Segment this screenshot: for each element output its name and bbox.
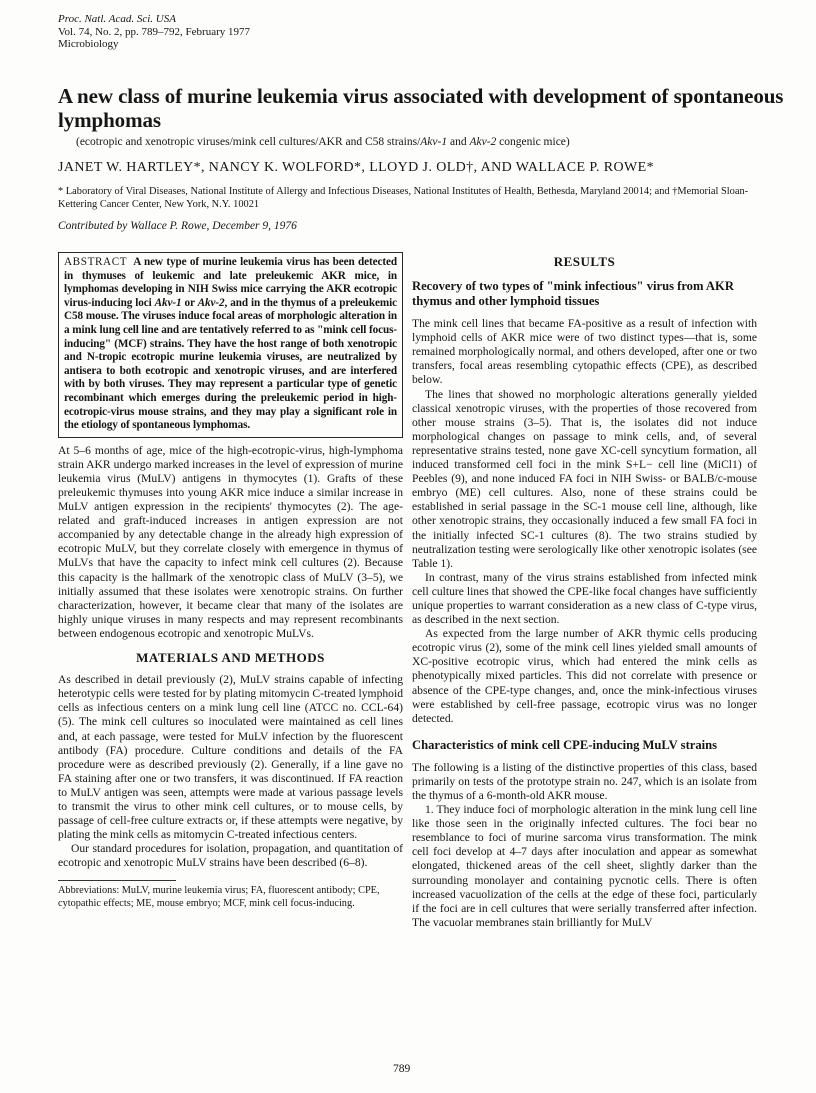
- journal-section: Microbiology: [58, 38, 119, 50]
- results-paragraph: The following is a listing of the distinctive properties of this class, based primarily on tests of the prototype strain no. 247, which is an isolate from the thymus of a 6-month-old AKR mouse.: [412, 760, 757, 802]
- article-title: A new class of murine leukemia virus associated with development of spontaneous lymphomas: [58, 84, 784, 132]
- results-heading: RESULTS: [553, 254, 616, 269]
- abbreviations-footnote: Abbreviations: MuLV, murine leukemia virus; FA, fluorescent antibody; CPE, cytopathic effects; ME, mouse embryo; MCF, mink cell focus-inducing.: [58, 885, 380, 910]
- results-paragraph: 1. They induce foci of morphologic alteration in the mink lung cell line like those seen in the originally infected cultures. The foci bear no resemblance to foci of murine sarcoma virus transformation. The mink cell foci develop at 4–7 days after inoculation and appear as somewhat elongated, thickened areas of the cell sheet, slightly darker than the surrounding monolayer and containing pycnotic cells. There is often increased vacuolization of the cells at the edge of these foci, particularly if the foci are in cell cultures that were serially transferred after infection. The vacuolar membranes stain brilliantly for MuLV: [412, 803, 757, 929]
- methods-paragraph: Our standard procedures for isolation, propagation, and quantitation of ecotropic and xenotropic MuLV strains have been described (6–8).: [58, 842, 403, 870]
- abstract-box: ABSTRACT A new type of murine leukemia virus has been detected in thymuses of leukemic and late preleukemic AKR mice, in lymphomas developing in NIH Swiss mice carrying the AKR ecotropic virus-inducing loci Akv-1 or Akv-2, and in the thymus of a preleukemic C58 mouse. The viruses induce focal areas of morphologic alteration in a mink lung cell line and are tentatively referred to as "mink cell focus-inducing" (MCF) strains. They have the host range of both xenotropic and N-tropic ecotropic murine leukemia viruses, are neutralized by antisera to both ecotropic and xenotropic viruses, and are interfered with by both viruses. They may represent a particular type of genetic recombinant which emerges during the preleukemic period in high-ecotropic-virus mouse strains, and they may play a significant role in the etiology of spontaneous lymphomas.: [58, 252, 403, 438]
- subsection-heading: Characteristics of mink cell CPE-inducing MuLV strains: [412, 737, 718, 752]
- methods-heading: MATERIALS AND METHODS: [136, 650, 325, 666]
- keywords: (ecotropic and xenotropic viruses/mink cell cultures/AKR and C58 strains/Akv-1 and Akv-2 congenic mice): [76, 136, 570, 148]
- affiliations: * Laboratory of Viral Diseases, National Institute of Allergy and Infectious Diseases, National Institutes of Health, Bethesda, Maryland 20014; and †Memorial Sloan-Kettering Cancer Center, New York, N.Y. 10021: [58, 186, 749, 210]
- journal-name: Proc. Natl. Acad. Sci. USA: [58, 13, 176, 25]
- left-column: [58, 252, 403, 911]
- right-column: [412, 252, 757, 930]
- results-paragraph: The mink cell lines that became FA-positive as a result of infection with lymphoid cells of AKR mice were of two distinct types—that is, some remained morphologically normal, and others developed, after one or two transfers, focal areas resembling cytopathic effects (CPE), as described below.: [412, 317, 757, 387]
- footnote-divider: [58, 880, 176, 881]
- results-paragraph: The lines that showed no morphologic alterations generally yielded classical xenotropic viruses, with the properties of those recovered from other mouse strains (3–5). That is, the isolates did not induce morphological changes on passage to mink cells, and, of several representative strains tested, none gave XC-cell syncytium formation, all induced transformed cell foci in the mink S+L− cell line (MiCl1) of Peebles (9), and none induced FA foci in NIH Swiss- or BALB/c-mouse embryo (ME) cell cultures. Also, none of these strains could be established in serial passage in the SC-1 mouse cell line, although, like other xenotropic strains, they occasionally induced a few small FA foci in the initially infected SC-1 cultures (8). The two strains studied by neutralization testing were serologically like other xenotropic isolates (see Table 1).: [412, 387, 757, 570]
- abstract-label: ABSTRACT: [64, 256, 128, 268]
- methods-paragraph: As described in detail previously (2), MuLV strains capable of infecting heterotypic cells were tested for by plating mitomycin C-treated lymphoid cells as infectious centers on a mink lung cell line (ATCC no. CCL-64) (5). The mink cell cultures so inoculated were maintained as cell lines and, at each passage, were tested for MuLV infection by the fluorescent antibody (FA) procedure. Culture conditions and details of the FA procedure were as described previously (2). Generally, if a line gave no FA staining after one or two transfers, it was discontinued. If FA reaction to MuLV antigen was seen, attempts were made at various passage levels to transmit the virus to other mink cell cultures, or to mouse cells, by passage of cell-free culture extracts or, if these attempts were negative, by plating the mink cells as mitomycin C-treated infectious centers.: [58, 673, 403, 842]
- page-number: 789: [393, 1063, 411, 1075]
- subsection-heading: Recovery of two types of "mink infectious" virus from AKR thymus and other lymphoid tissues: [412, 279, 734, 309]
- journal-volume: Vol. 74, No. 2, pp. 789–792, February 1977: [58, 25, 250, 38]
- author-list: JANET W. HARTLEY*, NANCY K. WOLFORD*, LLOYD J. OLD†, AND WALLACE P. ROWE*: [58, 160, 655, 175]
- results-paragraph: In contrast, many of the virus strains established from infected mink cell culture lines that showed the CPE-like focal changes have sufficiently unique properties to warrant consideration as a new class of C-type virus, as described in the next section.: [412, 570, 757, 627]
- results-paragraph: As expected from the large number of AKR thymic cells producing ecotropic virus (2), some of the mink cell lines yielded small amounts of XC-positive ecotropic virus, which had entered the mink cells as phenotypically mixed particles. This did not correlate with presence or absence of the CPE-type changes, and, once the mink-infectious viruses were established by cell-free passage, ecotropic virus was no longer detected.: [412, 627, 757, 725]
- intro-paragraph: At 5–6 months of age, mice of the high-ecotropic-virus, high-lymphoma strain AKR undergo marked increases in the level of expression of murine leukemia virus (MuLV) antigens in thymocytes (1). Grafts of these preleukemic thymuses into young AKR mice induce a similar increase in MuLV antigen expression in the recipients' thymocytes (2). The age-related and graft-induced increases in antigen expression are not accompanied by any detectable change in the already high expression of ecotropic MuLV, but they correlate closely with emergence in thymus of MuLVs that have the capacity to infect mink cell cultures (2). Because this capacity is the hallmark of the xenotropic class of MuLV (3–5), we initially assumed that these isolates were xenotropic strains. On further characterization, however, it became clear that many of the isolates are highly unique viruses in many respects and may represent recombinants between endogenous ecotropic and xenotropic MuLVs.: [58, 443, 403, 640]
- journal-header: [58, 13, 250, 51]
- contributed-by: Contributed by Wallace P. Rowe, December 9, 1976: [58, 220, 297, 232]
